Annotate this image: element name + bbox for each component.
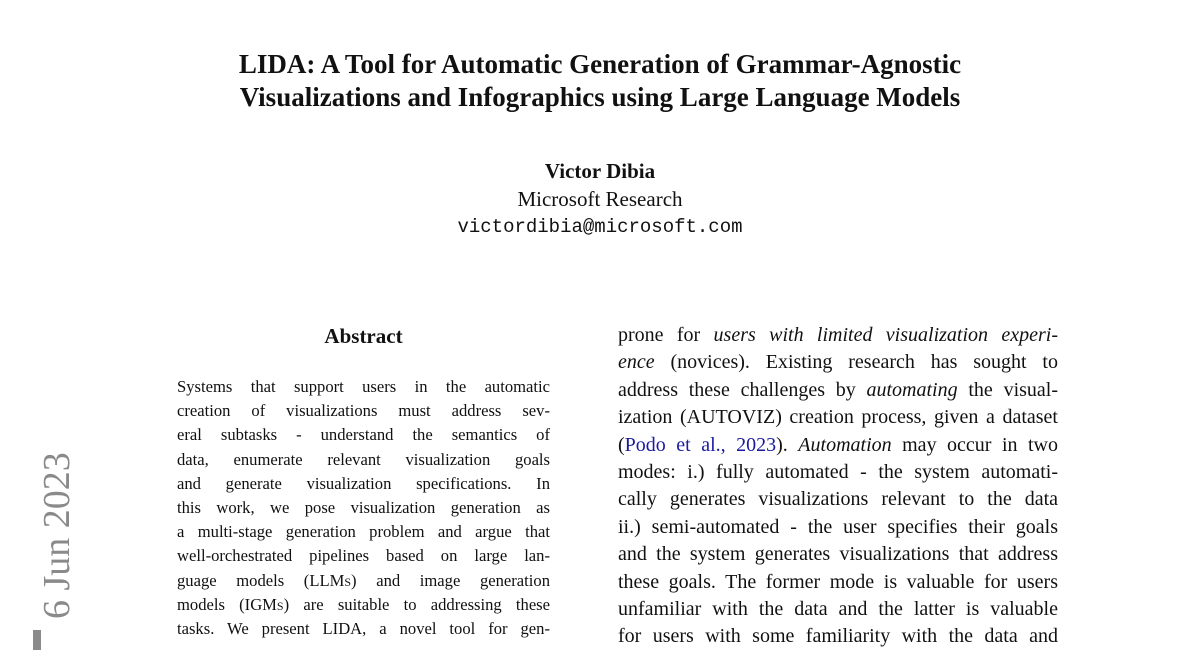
arxiv-date-stamp: 6 Jun 2023 (36, 452, 78, 619)
citation-link[interactable]: Podo et al., 2023 (624, 433, 777, 456)
abstract-line: models (IGMs) are suitable to addressing these (177, 594, 551, 614)
title-line-2: Visualizations and Infographics using Large Language Models (239, 82, 961, 112)
body-line: for users with some familiarity with the data and (618, 625, 1058, 648)
autoviz-term: AUTOVIZ (686, 406, 776, 429)
author-affiliation: Microsoft Research (517, 187, 683, 211)
paper-title (0, 48, 1200, 114)
abstract-line: Systems that support users in the automatic (177, 377, 550, 396)
abstract-line: this work, we pose visualization generation as (177, 498, 550, 518)
body-line: unfamiliar with the data and the latter is valuable (618, 598, 1058, 621)
body-line: ence (novices). Existing research has sought to (618, 351, 1058, 374)
author-email: victordibia@microsoft.com (457, 216, 743, 238)
abstract-line: well-orchestrated pipelines based on large lan- (177, 546, 550, 566)
body-line: cally generates visualizations relevant to the data (618, 488, 1058, 511)
body-line: ization (AUTOVIZ) creation process, given a dataset (618, 406, 1058, 429)
body-line: these goals. The former mode is valuable for users (618, 570, 1058, 593)
body-line: prone for users with limited visualization experi- (618, 324, 1058, 346)
abstract-line: guage models (LLMs) and image generation (177, 570, 550, 590)
abstract-line: a multi-stage generation problem and argue that (177, 522, 550, 542)
body-line: ii.) semi-automated - the user specifies their goals (618, 515, 1058, 538)
abstract-line: tasks. We present LIDA, a novel tool for gen- (177, 619, 550, 639)
abstract-line: eral subtasks - understand the semantics of (177, 425, 550, 445)
arxiv-stamp-bar (33, 630, 41, 650)
body-line: address these challenges by automating the visual- (618, 378, 1058, 401)
body-column-right (618, 322, 1058, 651)
title-line-1: LIDA: A Tool for Automatic Generation of Grammar-Agnostic (238, 49, 962, 79)
abstract-line: and generate visualization specifications. In (177, 473, 550, 493)
author-name: Victor Dibia (544, 159, 656, 183)
abstract-body (177, 375, 550, 641)
body-line: and the system generates visualizations that address (618, 543, 1058, 566)
abstract-line: data, enumerate relevant visualization goals (177, 449, 550, 469)
body-line: (Podo et al., 2023). Automation may occur in two (618, 433, 1058, 456)
body-line: modes: i.) fully automated - the system automati- (618, 461, 1058, 484)
author-block (0, 157, 1200, 241)
abstract-line: creation of visualizations must address sev- (177, 401, 550, 421)
abstract-heading: Abstract (324, 324, 403, 348)
